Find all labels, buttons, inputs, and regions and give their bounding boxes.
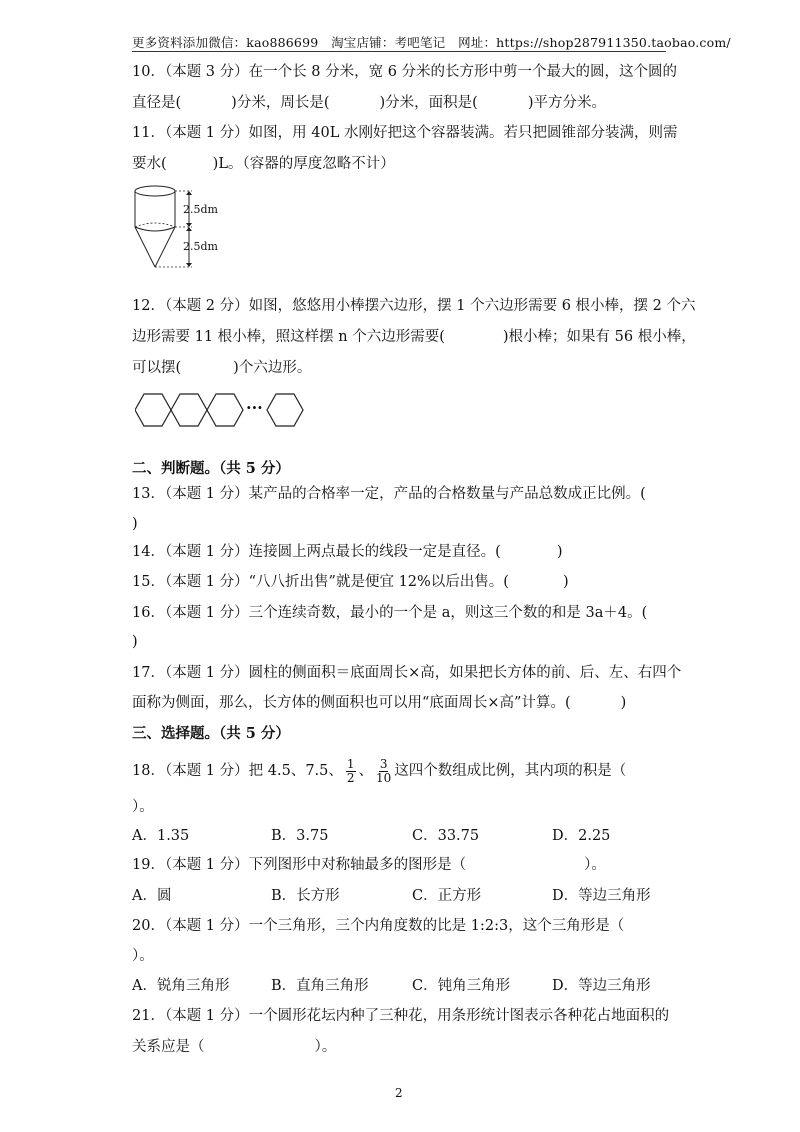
q11-line2 [132, 154, 395, 174]
q12-line2 [132, 327, 696, 347]
option-d[interactable]: D．2.25 [552, 828, 611, 844]
option-a[interactable]: A．1.35 [132, 828, 190, 844]
q12-text-a: 可以摆( [132, 360, 182, 376]
q11-line1: 11．（本题 1 分）如图，用 40L 水刚好把这个容器装满。若只把圆锥部分装满，则需 [132, 125, 678, 141]
fraction-numerator: 3 [379, 756, 388, 771]
section-title: 三、选择题。（共 5 分） [132, 725, 290, 742]
option-a[interactable]: A．圆 [132, 888, 172, 904]
q16-line2: ) [132, 634, 138, 650]
q15-text-b: ) [562, 574, 569, 590]
q21-text-b: ）。 [314, 1039, 337, 1055]
q19-line1 [132, 855, 606, 875]
option-b[interactable]: B．3.75 [271, 828, 329, 844]
option-c[interactable]: C．33.75 [412, 828, 480, 844]
page-number: 2 [395, 1086, 403, 1100]
q10-text-d: )平方分米。 [527, 95, 606, 111]
q14-text-b: ) [556, 544, 563, 560]
fraction-denominator: 10 [376, 770, 392, 785]
q10-text-a: 直径是( [132, 95, 182, 111]
q11-text-b: )L。（容器的厚度忽略不计） [212, 156, 395, 172]
fraction-one-half [346, 758, 356, 785]
q18-line2: ）。 [132, 799, 154, 815]
hexagon-ellipsis: ··· [246, 398, 263, 417]
q17-line2 [132, 693, 626, 713]
q21-line1: 21．（本题 1 分）一个圆形花坛内种了三种花，用条形统计图表示各种花占地面积的 [132, 1008, 670, 1024]
q11-text-a: 要水( [132, 156, 167, 172]
q12-text-b: )根小棒；如果有 56 根小棒， [502, 329, 696, 345]
fraction-numerator: 1 [346, 756, 355, 771]
option-c[interactable]: C．正方形 [412, 888, 482, 904]
hexagon-figure [135, 390, 315, 430]
option-b[interactable]: B．长方形 [271, 888, 340, 904]
q16-line1: 16．（本题 1 分）三个连续奇数，最小的一个是 a，则这三个数的和是 3a＋4。( [132, 605, 648, 621]
q12-text-b: )个六边形。 [233, 360, 312, 376]
q18-line1 [132, 755, 626, 787]
page-header: 更多资料添加微信：kao886699 淘宝店铺：考吧笔记 网址：https://shop287911350.taobao.com/ [132, 35, 731, 50]
option-c[interactable]: C．钝角三角形 [412, 978, 511, 994]
q12-line1: 12．（本题 2 分）如图，悠悠用小棒摆六边形，摆 1 个六边形需要 6 根小棒，摆 2 个六 [132, 298, 696, 314]
q15-text-a: 15．（本题 1 分）“八八折出售”就是便宜 12%以后出售。( [132, 574, 509, 590]
q20-line2: ）。 [132, 948, 154, 964]
q10-text-c: )分米，面积是( [379, 95, 478, 111]
q18-text-a: 18．（本题 1 分）把 4.5、7.5、 [132, 763, 343, 779]
q18-separator: 、 [358, 763, 374, 779]
fraction-three-tenths [376, 758, 391, 785]
q15-line1 [132, 572, 569, 592]
q21-text-a: 关系应是（ [132, 1039, 205, 1055]
q10-line1: 10．（本题 3 分）在一个长 8 分米，宽 6 分米的长方形中剪一个最大的圆，这个圆的 [132, 64, 678, 80]
q19-text-b: ）。 [584, 857, 606, 873]
q20-line1: 20．（本题 1 分）一个三角形，三个内角度数的比是 1:2:3，这个三角形是（ [132, 918, 625, 934]
q12-line3 [132, 358, 311, 378]
q21-line2 [132, 1037, 336, 1057]
q13-line2: ) [132, 516, 138, 532]
q12-text-a: 边形需要 11 根小棒，照这样摆 n 个六边形需要( [132, 329, 445, 345]
dim-label-top: 2.5dm [183, 203, 218, 216]
q17-text-a: 面称为侧面，那么，长方体的侧面积也可以用“底面周长×高”计算。( [132, 695, 571, 711]
option-a[interactable]: A．锐角三角形 [132, 978, 230, 994]
q14-text-a: 14．（本题 1 分）连接圆上两点最长的线段一定是直径。( [132, 544, 501, 560]
dim-label-bottom: 2.5dm [183, 240, 218, 253]
q10-text-b: )分米，周长是( [231, 95, 330, 111]
q18-text-b: 这四个数组成比例，其内项的积是（ [394, 763, 627, 779]
option-b[interactable]: B．直角三角形 [271, 978, 369, 994]
q13-line1: 13．（本题 1 分）某产品的合格率一定，产品的合格数量与产品总数成正比例。( [132, 486, 646, 502]
q17-line1: 17．（本题 1 分）圆柱的侧面积＝底面周长×高，如果把长方体的前、后、左、右四个 [132, 665, 682, 681]
container-figure [130, 183, 240, 275]
option-d[interactable]: D．等边三角形 [552, 978, 651, 994]
q19-text-a: 19．（本题 1 分）下列图形中对称轴最多的图形是（ [132, 857, 467, 873]
q10-line2 [132, 93, 606, 113]
fraction-denominator: 2 [346, 770, 355, 785]
section-title: 二、判断题。（共 5 分） [132, 460, 290, 477]
option-d[interactable]: D．等边三角形 [552, 888, 651, 904]
q14-line1 [132, 542, 562, 562]
q17-text-b: ) [620, 695, 627, 711]
